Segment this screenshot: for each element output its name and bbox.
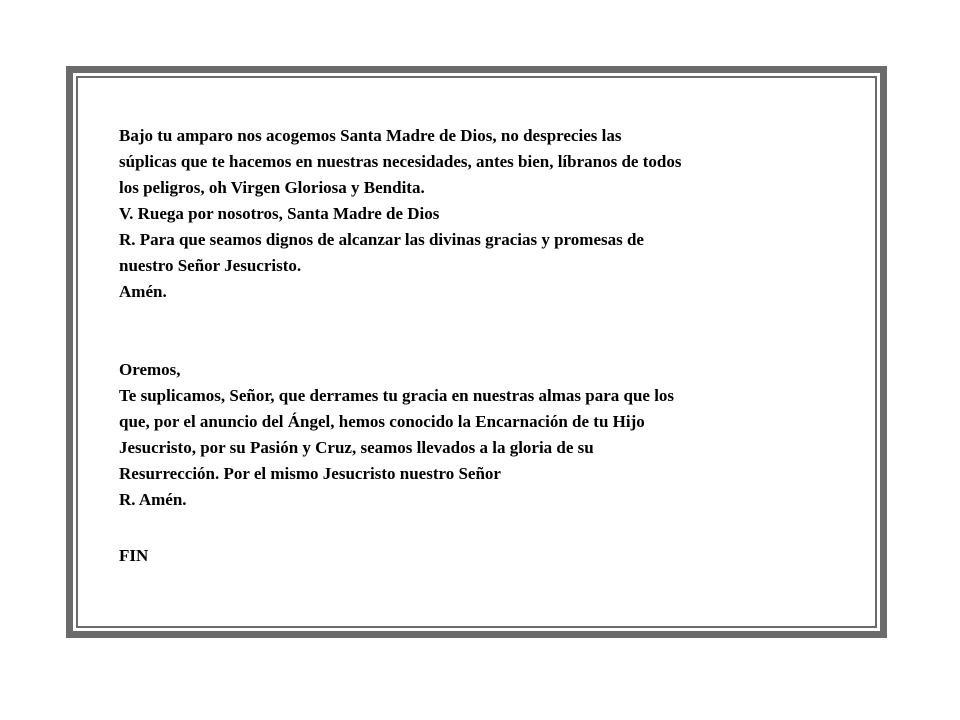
- oremos-line: Te suplicamos, Señor, que derrames tu gracia en nuestras almas para que los: [119, 386, 675, 405]
- prayer-line: Amén.: [119, 282, 167, 301]
- prayer-text: [119, 123, 819, 569]
- spacer: [119, 305, 819, 357]
- oremos-line: Oremos,: [119, 360, 181, 379]
- prayer-line: R. Para que seamos dignos de alcanzar las divinas gracias y promesas de: [119, 230, 644, 249]
- oremos-line: que, por el anuncio del Ángel, hemos conocido la Encarnación de tu Hijo: [119, 412, 645, 431]
- frame-gap: [73, 73, 880, 631]
- prayer-line: nuestro Señor Jesucristo.: [119, 256, 302, 275]
- ending-block: [119, 543, 819, 569]
- oremos-line: R. Amén.: [119, 490, 187, 509]
- prayer-line: los peligros, oh Virgen Gloriosa y Bendita.: [119, 178, 425, 197]
- ending-text: FIN: [119, 546, 149, 565]
- slide-content-area: [76, 76, 877, 628]
- slide-frame: [66, 66, 887, 638]
- spacer: [119, 513, 819, 543]
- prayer-line: V. Ruega por nosotros, Santa Madre de Dios: [119, 204, 440, 223]
- prayer-line: súplicas que te hacemos en nuestras necesidades, antes bien, líbranos de todos: [119, 152, 682, 171]
- oremos-line: Jesucristo, por su Pasión y Cruz, seamos llevados a la gloria de su: [119, 438, 594, 457]
- oremos-block: [119, 357, 819, 513]
- prayer-block: [119, 123, 819, 305]
- oremos-line: Resurrección. Por el mismo Jesucristo nuestro Señor: [119, 464, 501, 483]
- prayer-line: Bajo tu amparo nos acogemos Santa Madre de Dios, no desprecies las: [119, 126, 622, 145]
